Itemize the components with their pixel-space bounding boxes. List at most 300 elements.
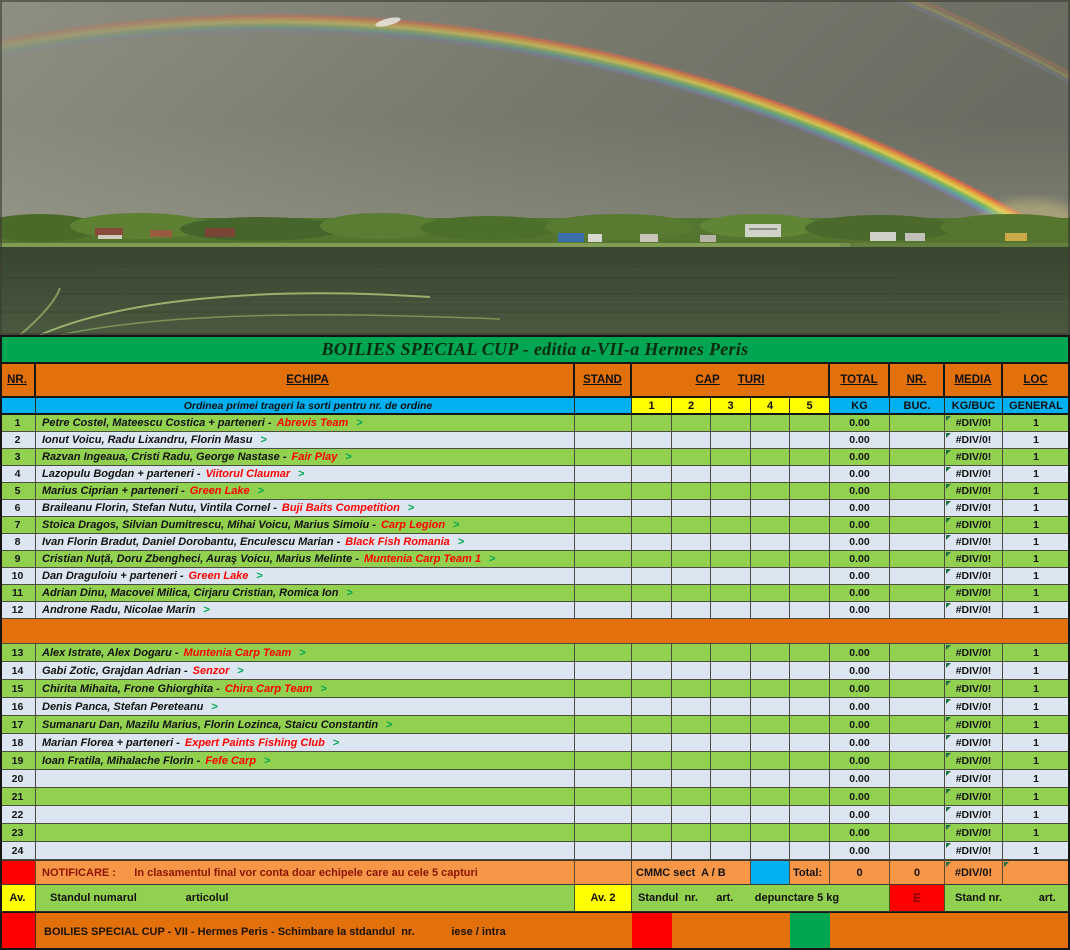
stand-cell[interactable] [575, 716, 632, 734]
row-number[interactable]: 13 [0, 644, 36, 662]
media-cell[interactable]: #DIV/0! [945, 752, 1003, 770]
cap-cell-2[interactable] [672, 716, 711, 734]
cap-cell-4[interactable] [751, 483, 790, 500]
total-kg-cell[interactable]: 0.00 [830, 698, 890, 716]
row-number[interactable]: 22 [0, 806, 36, 824]
media-cell[interactable]: #DIV/0! [945, 770, 1003, 788]
cap-cell-4[interactable] [751, 568, 790, 585]
cap-cell-4[interactable] [751, 551, 790, 568]
total-kg-cell[interactable]: 0.00 [830, 806, 890, 824]
cap-cell-1[interactable] [632, 466, 672, 483]
team-cell[interactable] [36, 585, 575, 602]
row-number[interactable]: 1 [0, 415, 36, 432]
total-media-cell[interactable]: #DIV/0! [945, 860, 1003, 885]
cap-cell-5[interactable] [790, 500, 830, 517]
subheader-buc[interactable]: BUC. [890, 398, 945, 415]
row-number[interactable]: 12 [0, 602, 36, 619]
stand-cell[interactable] [575, 568, 632, 585]
total-kg-cell[interactable]: 0.00 [830, 534, 890, 551]
team-cell[interactable] [36, 698, 575, 716]
media-cell[interactable]: #DIV/0! [945, 517, 1003, 534]
loc-cell[interactable]: 1 [1003, 483, 1070, 500]
cap-cell-1[interactable] [632, 534, 672, 551]
team-cell[interactable] [36, 644, 575, 662]
subheader-ordinea[interactable]: Ordinea primei trageri la sorti pentru nr. de ordine [36, 398, 575, 415]
header-nr[interactable]: NR. [0, 364, 36, 398]
cap-cell-4[interactable] [751, 585, 790, 602]
cap-cell-2[interactable] [672, 534, 711, 551]
stand-cell[interactable] [575, 680, 632, 698]
cap-cell-2[interactable] [672, 568, 711, 585]
cap-cell-5[interactable] [790, 432, 830, 449]
loc-cell[interactable]: 1 [1003, 534, 1070, 551]
cap-cell-2[interactable] [672, 432, 711, 449]
loc-cell[interactable]: 1 [1003, 500, 1070, 517]
nr-buc-cell[interactable] [890, 432, 945, 449]
title-band[interactable] [0, 335, 1070, 362]
team-cell[interactable] [36, 734, 575, 752]
cap-cell-5[interactable] [790, 770, 830, 788]
nr-buc-cell[interactable] [890, 500, 945, 517]
nr-buc-cell[interactable] [890, 449, 945, 466]
stand-cell[interactable] [575, 551, 632, 568]
media-cell[interactable]: #DIV/0! [945, 500, 1003, 517]
bottom-text[interactable]: BOILIES SPECIAL CUP - VII - Hermes Peris - Schimbare la stdandul nr. iese / intra [44, 925, 506, 938]
stand-cell[interactable] [575, 517, 632, 534]
stand-cell[interactable] [575, 770, 632, 788]
cap-cell-2[interactable] [672, 680, 711, 698]
media-cell[interactable]: #DIV/0! [945, 551, 1003, 568]
total-kg-cell[interactable]: 0.00 [830, 734, 890, 752]
stand-cell[interactable] [575, 842, 632, 860]
cap-cell-1[interactable] [632, 415, 672, 432]
team-cell[interactable] [36, 806, 575, 824]
row-number[interactable]: 6 [0, 500, 36, 517]
team-cell[interactable] [36, 716, 575, 734]
total-kg-cell[interactable]: 0.00 [830, 602, 890, 619]
cap-cell-5[interactable] [790, 415, 830, 432]
stand-cell[interactable] [575, 698, 632, 716]
cap-cell-1[interactable] [632, 824, 672, 842]
nr-buc-cell[interactable] [890, 602, 945, 619]
media-cell[interactable]: #DIV/0! [945, 449, 1003, 466]
stand-cell[interactable] [575, 585, 632, 602]
row-number[interactable]: 4 [0, 466, 36, 483]
cap-cell-2[interactable] [672, 585, 711, 602]
cap-cell-2[interactable] [672, 415, 711, 432]
nr-buc-cell[interactable] [890, 716, 945, 734]
cap-cell-2[interactable] [672, 662, 711, 680]
header-cap-turi[interactable]: CAP TURI [632, 364, 830, 398]
cap-cell-3[interactable] [711, 698, 751, 716]
team-cell[interactable] [36, 788, 575, 806]
nr-buc-cell[interactable] [890, 734, 945, 752]
row-number[interactable]: 5 [0, 483, 36, 500]
cap-cell-4[interactable] [751, 466, 790, 483]
subheader-stand-blank[interactable] [575, 398, 632, 415]
team-cell[interactable] [36, 680, 575, 698]
team-cell[interactable] [36, 432, 575, 449]
nr-buc-cell[interactable] [890, 517, 945, 534]
cap-cell-3[interactable] [711, 842, 751, 860]
nr-buc-cell[interactable] [890, 534, 945, 551]
total-kg-cell[interactable]: 0.00 [830, 662, 890, 680]
loc-cell[interactable]: 1 [1003, 698, 1070, 716]
total-kg-cell[interactable]: 0.00 [830, 483, 890, 500]
av-cell[interactable]: Av. [0, 885, 36, 912]
media-cell[interactable]: #DIV/0! [945, 806, 1003, 824]
cap-cell-4[interactable] [751, 449, 790, 466]
cap-cell-5[interactable] [790, 824, 830, 842]
nr-buc-cell[interactable] [890, 644, 945, 662]
cap-cell-1[interactable] [632, 842, 672, 860]
bottom-iese-red-cell[interactable] [632, 913, 672, 950]
nr-buc-cell[interactable] [890, 770, 945, 788]
cap-cell-5[interactable] [790, 662, 830, 680]
media-cell[interactable]: #DIV/0! [945, 466, 1003, 483]
cmmc-blue-cell[interactable] [751, 860, 790, 885]
cap-cell-3[interactable] [711, 534, 751, 551]
cap-cell-1[interactable] [632, 568, 672, 585]
row-number[interactable]: 14 [0, 662, 36, 680]
cap-cell-1[interactable] [632, 551, 672, 568]
stand-cell[interactable] [575, 432, 632, 449]
team-cell[interactable] [36, 662, 575, 680]
media-cell[interactable]: #DIV/0! [945, 602, 1003, 619]
stand-cell[interactable] [575, 662, 632, 680]
cap-cell-3[interactable] [711, 466, 751, 483]
cap-cell-2[interactable] [672, 500, 711, 517]
av-standul-numarul[interactable]: Standul numarul articolul [36, 885, 575, 912]
stand-cell[interactable] [575, 734, 632, 752]
loc-cell[interactable]: 1 [1003, 842, 1070, 860]
media-cell[interactable]: #DIV/0! [945, 534, 1003, 551]
cap-cell-4[interactable] [751, 734, 790, 752]
team-cell[interactable] [36, 517, 575, 534]
media-cell[interactable]: #DIV/0! [945, 585, 1003, 602]
cap-cell-2[interactable] [672, 698, 711, 716]
team-cell[interactable] [36, 752, 575, 770]
cap-cell-4[interactable] [751, 806, 790, 824]
cap-cell-5[interactable] [790, 644, 830, 662]
notificare-text[interactable]: NOTIFICARE : In clasamentul final vor conta doar echipele care au cele 5 capturi [36, 860, 575, 885]
cap-cell-5[interactable] [790, 806, 830, 824]
total-kg-cell[interactable]: 0.00 [830, 644, 890, 662]
cap-cell-5[interactable] [790, 788, 830, 806]
cap-cell-1[interactable] [632, 680, 672, 698]
row-number[interactable]: 3 [0, 449, 36, 466]
team-cell[interactable] [36, 415, 575, 432]
cap-cell-1[interactable] [632, 734, 672, 752]
cap-cell-3[interactable] [711, 716, 751, 734]
cap-cell-5[interactable] [790, 680, 830, 698]
team-cell[interactable] [36, 449, 575, 466]
media-cell[interactable]: #DIV/0! [945, 680, 1003, 698]
stand-cell[interactable] [575, 602, 632, 619]
media-cell[interactable]: #DIV/0! [945, 698, 1003, 716]
cap-cell-5[interactable] [790, 734, 830, 752]
team-cell[interactable] [36, 602, 575, 619]
cap-cell-1[interactable] [632, 752, 672, 770]
cap-cell-4[interactable] [751, 602, 790, 619]
subheader-num-2[interactable]: 2 [672, 398, 711, 415]
header-media[interactable]: MEDIA [945, 364, 1003, 398]
nr-buc-cell[interactable] [890, 662, 945, 680]
nr-buc-cell[interactable] [890, 824, 945, 842]
row-number[interactable]: 20 [0, 770, 36, 788]
row-number[interactable]: 9 [0, 551, 36, 568]
cap-cell-4[interactable] [751, 415, 790, 432]
cap-cell-4[interactable] [751, 500, 790, 517]
loc-cell[interactable]: 1 [1003, 585, 1070, 602]
total-buc-cell[interactable]: 0 [890, 860, 945, 885]
stand-cell[interactable] [575, 415, 632, 432]
cap-cell-1[interactable] [632, 770, 672, 788]
cap-cell-3[interactable] [711, 602, 751, 619]
cap-cell-2[interactable] [672, 449, 711, 466]
loc-cell[interactable]: 1 [1003, 432, 1070, 449]
row-number[interactable]: 17 [0, 716, 36, 734]
cap-cell-5[interactable] [790, 483, 830, 500]
cap-cell-3[interactable] [711, 770, 751, 788]
nr-buc-cell[interactable] [890, 842, 945, 860]
team-cell[interactable] [36, 568, 575, 585]
loc-cell[interactable]: 1 [1003, 824, 1070, 842]
loc-cell[interactable]: 1 [1003, 466, 1070, 483]
cap-cell-3[interactable] [711, 662, 751, 680]
subheader-kg[interactable]: KG [830, 398, 890, 415]
cap-cell-1[interactable] [632, 788, 672, 806]
cap-cell-1[interactable] [632, 449, 672, 466]
separator-band[interactable] [0, 619, 1070, 644]
stand-cell[interactable] [575, 466, 632, 483]
media-cell[interactable]: #DIV/0! [945, 644, 1003, 662]
cap-cell-4[interactable] [751, 698, 790, 716]
cap-cell-3[interactable] [711, 806, 751, 824]
cap-cell-2[interactable] [672, 466, 711, 483]
nr-buc-cell[interactable] [890, 568, 945, 585]
cap-cell-3[interactable] [711, 680, 751, 698]
cap-cell-4[interactable] [751, 752, 790, 770]
total-kg-cell[interactable]: 0.00 [830, 585, 890, 602]
loc-cell[interactable]: 1 [1003, 788, 1070, 806]
cap-cell-1[interactable] [632, 585, 672, 602]
header-nr2[interactable]: NR. [890, 364, 945, 398]
row-number[interactable]: 23 [0, 824, 36, 842]
row-number[interactable]: 19 [0, 752, 36, 770]
cap-cell-3[interactable] [711, 415, 751, 432]
media-cell[interactable]: #DIV/0! [945, 662, 1003, 680]
media-cell[interactable]: #DIV/0! [945, 432, 1003, 449]
cap-cell-3[interactable] [711, 449, 751, 466]
loc-cell[interactable]: 1 [1003, 449, 1070, 466]
loc-cell[interactable]: 1 [1003, 517, 1070, 534]
header-total[interactable]: TOTAL [830, 364, 890, 398]
stand-cell[interactable] [575, 449, 632, 466]
subheader-blank[interactable] [0, 398, 36, 415]
av-e-cell[interactable]: E [890, 885, 945, 912]
media-cell[interactable]: #DIV/0! [945, 568, 1003, 585]
cap-cell-2[interactable] [672, 842, 711, 860]
total-kg-cell[interactable]: 0.00 [830, 500, 890, 517]
nr-buc-cell[interactable] [890, 698, 945, 716]
nr-buc-cell[interactable] [890, 551, 945, 568]
loc-cell[interactable]: 1 [1003, 734, 1070, 752]
loc-cell[interactable]: 1 [1003, 716, 1070, 734]
stand-cell[interactable] [575, 500, 632, 517]
total-kg-cell[interactable]: 0.00 [830, 842, 890, 860]
cap-cell-3[interactable] [711, 483, 751, 500]
cap-cell-2[interactable] [672, 517, 711, 534]
nr-buc-cell[interactable] [890, 788, 945, 806]
cap-cell-4[interactable] [751, 644, 790, 662]
cap-cell-2[interactable] [672, 806, 711, 824]
cap-cell-1[interactable] [632, 644, 672, 662]
cap-cell-3[interactable] [711, 568, 751, 585]
cap-cell-4[interactable] [751, 534, 790, 551]
loc-cell[interactable]: 1 [1003, 415, 1070, 432]
row-number[interactable]: 21 [0, 788, 36, 806]
row-number[interactable]: 7 [0, 517, 36, 534]
av-stand-nr-art[interactable]: Stand nr. art. [945, 885, 1070, 912]
cap-cell-4[interactable] [751, 432, 790, 449]
cap-cell-1[interactable] [632, 716, 672, 734]
row-number[interactable]: 16 [0, 698, 36, 716]
bottom-intra-green-cell[interactable] [790, 913, 830, 950]
cap-cell-3[interactable] [711, 644, 751, 662]
cap-cell-4[interactable] [751, 680, 790, 698]
header-stand[interactable]: STAND [575, 364, 632, 398]
header-echipa[interactable]: ECHIPA [36, 364, 575, 398]
cap-cell-3[interactable] [711, 824, 751, 842]
media-cell[interactable]: #DIV/0! [945, 483, 1003, 500]
total-kg-cell[interactable]: 0.00 [830, 770, 890, 788]
cap-cell-4[interactable] [751, 788, 790, 806]
loc-cell[interactable]: 1 [1003, 568, 1070, 585]
cap-cell-5[interactable] [790, 752, 830, 770]
cap-cell-2[interactable] [672, 734, 711, 752]
cap-cell-3[interactable] [711, 500, 751, 517]
total-kg-cell[interactable]: 0.00 [830, 680, 890, 698]
media-cell[interactable]: #DIV/0! [945, 842, 1003, 860]
team-cell[interactable] [36, 551, 575, 568]
cap-cell-4[interactable] [751, 770, 790, 788]
cap-cell-5[interactable] [790, 551, 830, 568]
team-cell[interactable] [36, 770, 575, 788]
bottom-red-cell[interactable] [0, 913, 36, 950]
stand-cell[interactable] [575, 788, 632, 806]
cap-cell-5[interactable] [790, 534, 830, 551]
cap-cell-3[interactable] [711, 551, 751, 568]
cap-cell-1[interactable] [632, 517, 672, 534]
nr-buc-cell[interactable] [890, 415, 945, 432]
row-number[interactable]: 2 [0, 432, 36, 449]
cap-cell-5[interactable] [790, 517, 830, 534]
team-cell[interactable] [36, 483, 575, 500]
total-kg-cell[interactable]: 0.00 [830, 415, 890, 432]
total-kg-cell[interactable]: 0.00 [830, 432, 890, 449]
stand-cell[interactable] [575, 752, 632, 770]
stand-cell[interactable] [575, 644, 632, 662]
total-kg-cell[interactable]: 0.00 [830, 752, 890, 770]
loc-cell[interactable]: 1 [1003, 752, 1070, 770]
subheader-num-4[interactable]: 4 [751, 398, 790, 415]
notificare-loc-cell[interactable] [1003, 860, 1070, 885]
cap-cell-5[interactable] [790, 698, 830, 716]
loc-cell[interactable]: 1 [1003, 680, 1070, 698]
nr-buc-cell[interactable] [890, 680, 945, 698]
cap-cell-5[interactable] [790, 449, 830, 466]
cap-cell-4[interactable] [751, 842, 790, 860]
cap-cell-5[interactable] [790, 716, 830, 734]
cap-cell-5[interactable] [790, 466, 830, 483]
cmmc-cell[interactable]: CMMC sect A / B [632, 860, 751, 885]
subheader-num-3[interactable]: 3 [711, 398, 751, 415]
cap-cell-5[interactable] [790, 568, 830, 585]
cap-cell-2[interactable] [672, 644, 711, 662]
cap-cell-1[interactable] [632, 432, 672, 449]
stand-cell[interactable] [575, 824, 632, 842]
team-cell[interactable] [36, 466, 575, 483]
cap-cell-2[interactable] [672, 483, 711, 500]
cap-cell-4[interactable] [751, 716, 790, 734]
team-cell[interactable] [36, 824, 575, 842]
cap-cell-2[interactable] [672, 770, 711, 788]
loc-cell[interactable]: 1 [1003, 551, 1070, 568]
notificare-red-cell[interactable] [0, 860, 36, 885]
team-cell[interactable] [36, 500, 575, 517]
cap-cell-2[interactable] [672, 602, 711, 619]
nr-buc-cell[interactable] [890, 585, 945, 602]
stand-cell[interactable] [575, 534, 632, 551]
cap-cell-5[interactable] [790, 585, 830, 602]
team-cell[interactable] [36, 842, 575, 860]
av2-cell[interactable]: Av. 2 [575, 885, 632, 912]
team-cell[interactable] [36, 534, 575, 551]
total-label-cell[interactable]: Total: [790, 860, 830, 885]
subheader-general[interactable]: GENERAL [1003, 398, 1070, 415]
subheader-kgbuc[interactable]: KG/BUC [945, 398, 1003, 415]
cap-cell-3[interactable] [711, 752, 751, 770]
nr-buc-cell[interactable] [890, 466, 945, 483]
nr-buc-cell[interactable] [890, 806, 945, 824]
cap-cell-1[interactable] [632, 698, 672, 716]
cap-cell-2[interactable] [672, 824, 711, 842]
row-number[interactable]: 10 [0, 568, 36, 585]
total-kg-cell[interactable]: 0 [830, 860, 890, 885]
total-kg-cell[interactable]: 0.00 [830, 517, 890, 534]
cap-cell-1[interactable] [632, 662, 672, 680]
loc-cell[interactable]: 1 [1003, 770, 1070, 788]
cap-cell-1[interactable] [632, 602, 672, 619]
total-kg-cell[interactable]: 0.00 [830, 716, 890, 734]
cap-cell-4[interactable] [751, 662, 790, 680]
cap-cell-3[interactable] [711, 734, 751, 752]
cap-cell-3[interactable] [711, 788, 751, 806]
row-number[interactable]: 8 [0, 534, 36, 551]
subheader-num-1[interactable]: 1 [632, 398, 672, 415]
total-kg-cell[interactable]: 0.00 [830, 551, 890, 568]
total-kg-cell[interactable]: 0.00 [830, 824, 890, 842]
loc-cell[interactable]: 1 [1003, 644, 1070, 662]
cap-cell-1[interactable] [632, 500, 672, 517]
total-kg-cell[interactable]: 0.00 [830, 788, 890, 806]
media-cell[interactable]: #DIV/0! [945, 734, 1003, 752]
cap-cell-3[interactable] [711, 517, 751, 534]
subheader-num-5[interactable]: 5 [790, 398, 830, 415]
cap-cell-3[interactable] [711, 585, 751, 602]
cap-cell-1[interactable] [632, 806, 672, 824]
